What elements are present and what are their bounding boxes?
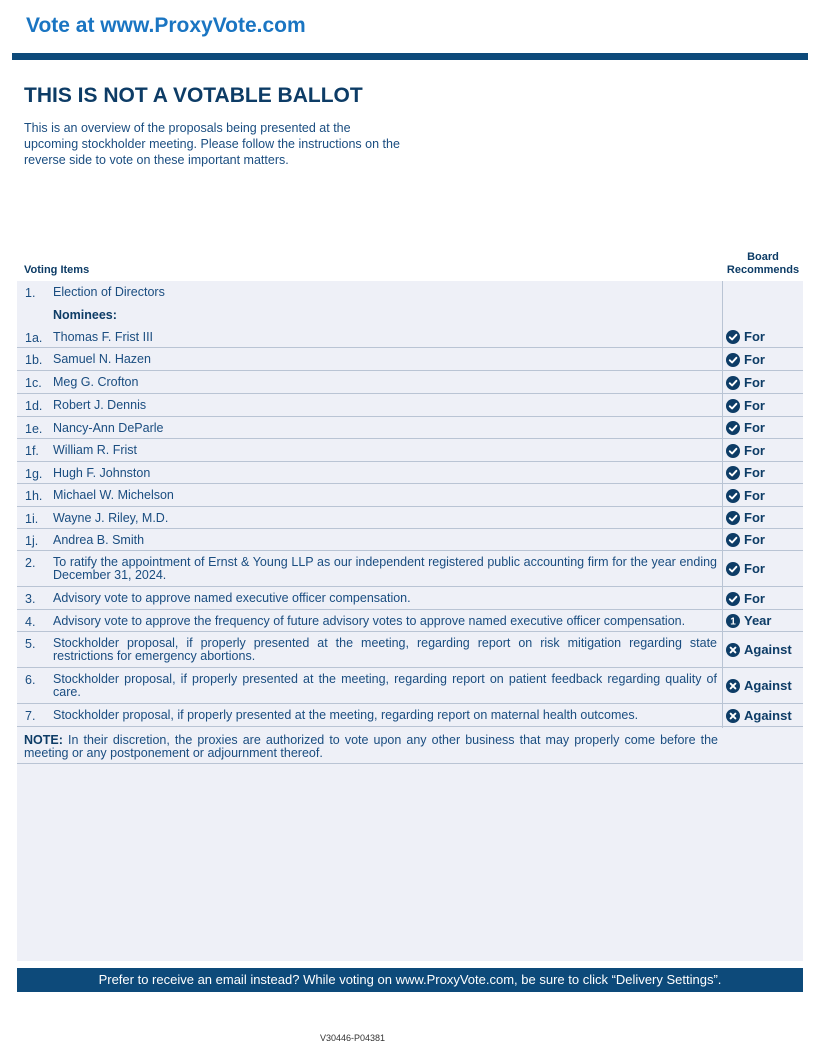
board-recommendation [726,488,765,503]
svg-text:1: 1 [730,616,736,628]
number-one-circle-icon [726,614,740,628]
item-text: Andrea B. Smith [53,533,145,547]
header-divider [12,53,808,60]
item-number: 2. [25,556,36,570]
table-row [17,371,803,394]
recommendation-label: For [744,443,765,458]
page-title: THIS IS NOT A VOTABLE BALLOT [24,84,363,107]
check-circle-icon [726,466,740,480]
footer-banner: Prefer to receive an email instead? While voting on www.ProxyVote.com, be sure to click “Delivery Settings”. [17,968,803,992]
item-number: 7. [25,709,36,723]
check-circle-icon [726,533,740,547]
note-divider [17,763,803,764]
recommendation-label: For [744,420,765,435]
board-recommendation [726,352,765,367]
item-number: 5. [25,637,36,651]
check-circle-icon [726,511,740,525]
check-circle-icon [726,444,740,458]
item-text: To ratify the appointment of Ernst & Young LLP as our independent registered public accounting firm for the year ending December 31, 2024. [53,555,717,582]
document-code: V30446-P04381 [320,1033,386,1043]
item-text: Stockholder proposal, if properly presented at the meeting, regarding report on patient feedback regarding quality of care. [53,672,717,699]
table-row [17,281,803,303]
check-circle-icon [726,376,740,390]
recommendation-label: For [744,532,765,547]
recommendation-label: For [744,465,765,480]
board-recommendation [726,678,792,693]
table-row [17,529,803,551]
table-row [17,484,803,507]
table-row [17,325,803,348]
table-row [17,587,803,610]
recommendation-label: For [744,352,765,367]
item-number: 1f. [25,444,39,458]
recommendation-label: Against [744,708,792,723]
board-recommendation [726,532,765,547]
item-text: Meg G. Crofton [53,375,139,389]
intro-text: This is an overview of the proposals being presented at the upcoming stockholder meeting. Please follow the instructions on the reverse side to vote on these important matters. [24,121,400,167]
table-row [17,704,803,727]
table-row [17,394,803,417]
board-recommendation [726,420,765,435]
check-circle-icon [726,399,740,413]
x-circle-icon [726,643,740,657]
item-text: Michael W. Michelson [53,488,174,502]
table-row [17,348,803,371]
recommendation-label: For [744,488,765,503]
table-row [17,632,803,668]
table-row [17,551,803,587]
check-circle-icon [726,421,740,435]
table-row [17,610,803,632]
check-circle-icon [726,592,740,606]
item-text: Wayne J. Riley, M.D. [53,511,169,525]
item-text: Hugh F. Johnston [53,466,151,480]
check-circle-icon [726,489,740,503]
board-recommendation [726,613,771,628]
item-number: 1e. [25,422,43,436]
item-number: 1j. [25,534,39,548]
table-row [17,462,803,484]
item-text: Thomas F. Frist III [53,330,154,344]
item-number: 1d. [25,399,43,413]
note-text [24,734,718,760]
recommendation-label: For [744,375,765,390]
item-number: 3. [25,592,36,606]
board-recommendation [726,591,765,606]
item-text: William R. Frist [53,443,138,457]
item-number: 6. [25,673,36,687]
recommendation-label: Year [744,613,772,628]
table-row [17,303,803,325]
board-recommends-header [722,251,804,277]
recommendation-label: For [744,329,765,344]
table-row [17,439,803,462]
board-recommendation [726,329,765,344]
x-circle-icon [726,679,740,693]
board-recommends-header-line2: Recommends [726,264,800,276]
recommendation-label: Against [744,642,792,657]
note-label: NOTE: [24,733,63,747]
item-number: 1h. [25,489,43,503]
board-recommendation [726,398,765,413]
item-text: Nominees: [53,308,117,322]
item-text: Advisory vote to approve named executive officer compensation. [53,591,411,605]
board-recommendation [726,465,765,480]
check-circle-icon [726,353,740,367]
recommendation-label: Against [744,678,792,693]
item-number: 1c. [25,376,42,390]
voting-items-table [17,281,803,961]
recommendation-label: For [744,591,765,606]
x-circle-icon [726,709,740,723]
item-number: 1. [25,286,36,300]
check-circle-icon [726,330,740,344]
recommendation-label: For [744,561,765,576]
table-row [17,417,803,439]
header-title: Vote at www.ProxyVote.com [26,14,306,37]
board-recommendation [726,642,792,657]
item-text: Samuel N. Hazen [53,352,151,366]
board-recommendation [726,708,792,723]
board-recommends-header-line1: Board [747,251,779,263]
item-number: 4. [25,615,36,629]
note-body: In their discretion, the proxies are authorized to vote upon any other business that may properly come before the meeting or any postponement or adjournment thereof. [24,733,718,760]
item-number: 1b. [25,353,43,367]
item-number: 1g. [25,467,43,481]
voting-items-header: Voting Items [24,264,90,276]
item-number: 1a. [25,331,43,345]
check-circle-icon [726,562,740,576]
item-number: 1i. [25,512,39,526]
item-text: Stockholder proposal, if properly presented at the meeting, regarding report on risk mitigation regarding state restrictions for emergency abortions. [53,636,717,663]
recommendation-label: For [744,510,765,525]
board-recommendation [726,443,765,458]
board-recommendation [726,561,765,576]
table-row [17,507,803,529]
recommendation-label: For [744,398,765,413]
board-recommendation [726,510,765,525]
item-text: Advisory vote to approve the frequency of future advisory votes to approve named executive officer compensation. [53,614,686,628]
table-row [17,668,803,704]
item-text: Stockholder proposal, if properly presented at the meeting, regarding report on maternal health outcomes. [53,708,639,722]
item-text: Election of Directors [53,285,165,299]
item-text: Robert J. Dennis [53,398,147,412]
board-recommendation [726,375,765,390]
item-text: Nancy-Ann DeParle [53,421,164,435]
